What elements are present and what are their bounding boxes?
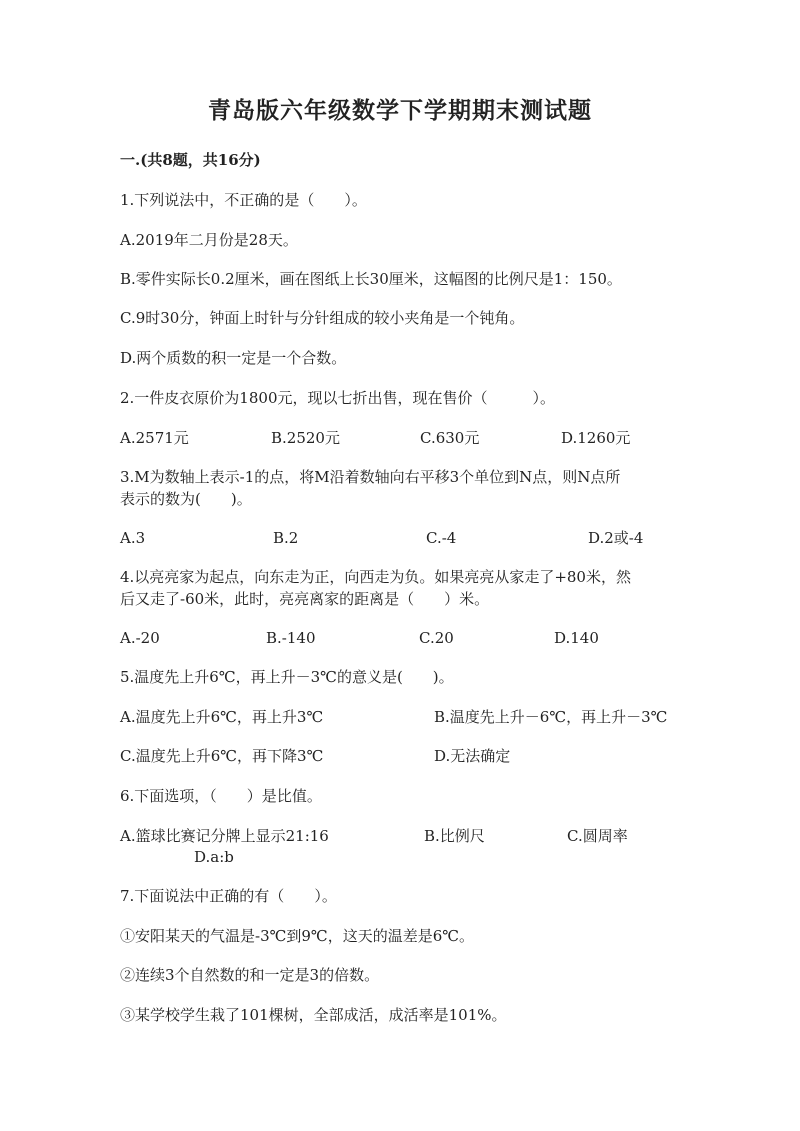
question-7-statement-1: ①安阳某天的气温是-3℃到9℃，这天的温差是6℃。 [120, 927, 475, 945]
question-1-stem: 1.下列说法中，不正确的是（ ）。 [120, 191, 367, 209]
question-6-option-d: D.a:b [194, 848, 234, 866]
question-4-stem-line2: 后又走了-60米，此时，亮亮离家的距离是（ ）米。 [120, 590, 490, 608]
question-2-option-a: A.2571元 [120, 429, 189, 447]
question-1-option-d: D.两个质数的积一定是一个合数。 [120, 349, 347, 367]
question-1-option-a: A.2019年二月份是28天。 [120, 231, 298, 249]
question-4-option-c: C.20 [419, 629, 454, 647]
question-4-stem-line1: 4.以亮亮家为起点，向东走为正，向西走为负。如果亮亮从家走了+80米，然 [120, 568, 631, 586]
question-2-option-c: C.630元 [420, 429, 480, 447]
question-5-option-b: B.温度先上升－6℃，再上升－3℃ [434, 708, 668, 726]
question-7-statement-2: ②连续3个自然数的和一定是3的倍数。 [120, 966, 380, 984]
question-3-option-a: A.3 [120, 529, 146, 547]
question-2-stem: 2.一件皮衣原价为1800元，现以七折出售，现在售价（ ）。 [120, 389, 555, 407]
question-5-option-d: D.无法确定 [434, 747, 511, 765]
question-3-option-b: B.2 [273, 529, 299, 547]
question-4-option-a: A.-20 [120, 629, 160, 647]
question-2-option-d: D.1260元 [561, 429, 631, 447]
question-3-stem-line1: 3.M为数轴上表示-1的点，将M沿着数轴向右平移3个单位到N点，则N点所 [120, 468, 621, 486]
page-title: 青岛版六年级数学下学期期末测试题 [208, 97, 592, 124]
question-5-option-a: A.温度先上升6℃，再上升3℃ [120, 708, 324, 726]
question-7-statement-3: ③某学校学生栽了101棵树，全部成活，成活率是101%。 [120, 1006, 507, 1024]
question-7-stem: 7.下面说法中正确的有（ ）。 [120, 887, 337, 905]
question-5-stem: 5.温度先上升6℃，再上升－3℃的意义是( )。 [120, 668, 454, 686]
question-3-option-c: C.-4 [426, 529, 457, 547]
question-4-option-b: B.-140 [266, 629, 316, 647]
question-6-option-b: B.比例尺 [424, 827, 485, 845]
question-5-option-c: C.温度先上升6℃，再下降3℃ [120, 747, 324, 765]
question-2-option-b: B.2520元 [271, 429, 340, 447]
question-4-option-d: D.140 [554, 629, 599, 647]
question-6-stem: 6.下面选项，（ ）是比值。 [120, 787, 322, 805]
question-3-stem-line2: 表示的数为( )。 [120, 490, 252, 508]
question-1-option-c: C.9时30分，钟面上时针与分针组成的较小夹角是一个钝角。 [120, 309, 525, 327]
question-3-option-d: D.2或-4 [588, 529, 644, 547]
question-6-option-c: C.圆周率 [567, 827, 628, 845]
question-6-option-a: A.篮球比赛记分牌上显示21:16 [120, 827, 329, 845]
question-1-option-b: B.零件实际长0.2厘米，画在图纸上长30厘米，这幅图的比例尺是1：150。 [120, 270, 622, 288]
section-heading: 一.(共8题，共16分) [120, 151, 261, 169]
